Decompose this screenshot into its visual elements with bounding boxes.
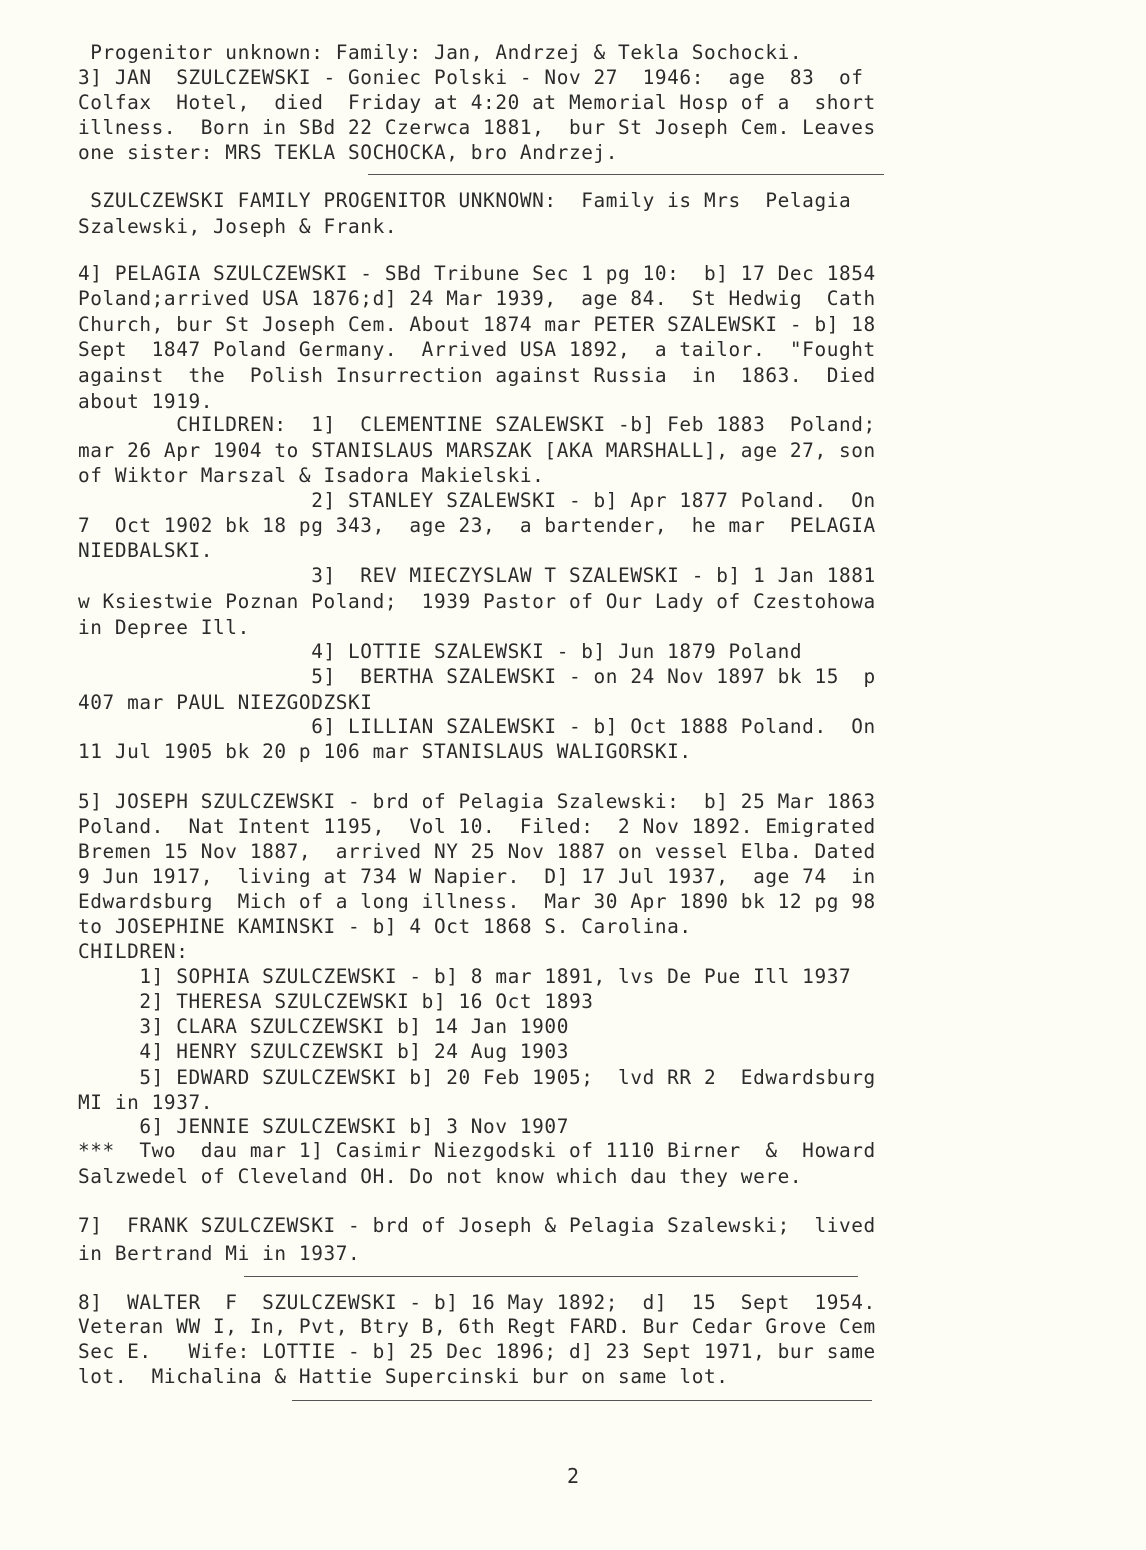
text-line: lot. Michalina & Hattie Supercinski bur on same lot.	[78, 1365, 729, 1388]
text-line: illness. Born in SBd 22 Czerwca 1881, bur St Joseph Cem. Leaves	[78, 116, 876, 139]
section-divider	[368, 174, 884, 175]
text-line: 3] CLARA SZULCZEWSKI b] 14 Jan 1900	[78, 1015, 569, 1038]
text-line: 3] JAN SZULCZEWSKI - Goniec Polski - Nov 27 1946: age 83 of	[78, 66, 864, 89]
text-line: Bremen 15 Nov 1887, arrived NY 25 Nov 1887 on vessel Elba. Dated	[78, 840, 876, 863]
text-line: 4] LOTTIE SZALEWSKI - b] Jun 1879 Poland	[78, 640, 803, 663]
text-line: of Wiktor Marszal & Isadora Makielski.	[78, 464, 545, 487]
text-line: Poland. Nat Intent 1195, Vol 10. Filed: 2 Nov 1892. Emigrated	[78, 815, 876, 838]
text-line: 4] PELAGIA SZULCZEWSKI - SBd Tribune Sec 1 pg 10: b] 17 Dec 1854	[78, 262, 876, 285]
text-line: one sister: MRS TEKLA SOCHOCKA, bro Andrzej.	[78, 141, 619, 164]
page-number: 2	[566, 1464, 580, 1488]
text-line: CHILDREN: 1] CLEMENTINE SZALEWSKI -b] Feb 1883 Poland;	[78, 413, 876, 436]
text-line: Sec E. Wife: LOTTIE - b] 25 Dec 1896; d] 23 Sept 1971, bur same	[78, 1340, 876, 1363]
text-line: Sept 1847 Poland Germany. Arrived USA 1892, a tailor. "Fought	[78, 338, 876, 361]
text-line: CHILDREN:	[78, 940, 189, 963]
text-line: 11 Jul 1905 bk 20 p 106 mar STANISLAUS WALIGORSKI.	[78, 740, 692, 763]
text-line: about 1919.	[78, 390, 214, 413]
text-line: Poland;arrived USA 1876;d] 24 Mar 1939, age 84. St Hedwig Cath	[78, 287, 876, 310]
text-line: 5] EDWARD SZULCZEWSKI b] 20 Feb 1905; lvd RR 2 Edwardsburg	[78, 1066, 876, 1089]
text-line: 4] HENRY SZULCZEWSKI b] 24 Aug 1903	[78, 1040, 569, 1063]
section-divider	[292, 1400, 872, 1401]
text-line: MI in 1937.	[78, 1091, 214, 1114]
text-line: 407 mar PAUL NIEZGODZSKI	[78, 691, 373, 714]
text-line: 6] LILLIAN SZALEWSKI - b] Oct 1888 Poland. On	[78, 715, 876, 738]
text-line: 9 Jun 1917, living at 734 W Napier. D] 17 Jul 1937, age 74 in	[78, 865, 876, 888]
text-line: Szalewski, Joseph & Frank.	[78, 215, 398, 238]
text-line: w Ksiestwie Poznan Poland; 1939 Pastor of Our Lady of Czestohowa	[78, 590, 876, 613]
text-line: 5] BERTHA SZALEWSKI - on 24 Nov 1897 bk 15 p	[78, 665, 876, 688]
text-line: 5] JOSEPH SZULCZEWSKI - brd of Pelagia Szalewski: b] 25 Mar 1863	[78, 790, 876, 813]
text-line: to JOSEPHINE KAMINSKI - b] 4 Oct 1868 S. Carolina.	[78, 915, 692, 938]
text-line: Edwardsburg Mich of a long illness. Mar 30 Apr 1890 bk 12 pg 98	[78, 890, 876, 913]
text-line: in Bertrand Mi in 1937.	[78, 1242, 361, 1265]
text-line: Colfax Hotel, died Friday at 4:20 at Memorial Hosp of a short	[78, 91, 876, 114]
text-line: Veteran WW I, In, Pvt, Btry B, 6th Regt FARD. Bur Cedar Grove Cem	[78, 1315, 876, 1338]
text-line: NIEDBALSKI.	[78, 539, 214, 562]
text-line: against the Polish Insurrection against Russia in 1863. Died	[78, 364, 876, 387]
text-line: 2] STANLEY SZALEWSKI - b] Apr 1877 Poland. On	[78, 489, 876, 512]
text-line: 2] THERESA SZULCZEWSKI b] 16 Oct 1893	[78, 990, 594, 1013]
text-line: 8] WALTER F SZULCZEWSKI - b] 16 May 1892; d] 15 Sept 1954.	[78, 1291, 876, 1314]
text-line: SZULCZEWSKI FAMILY PROGENITOR UNKNOWN: Family is Mrs Pelagia	[78, 189, 852, 212]
text-line: 7 Oct 1902 bk 18 pg 343, age 23, a bartender, he mar PELAGIA	[78, 514, 876, 537]
text-line: Church, bur St Joseph Cem. About 1874 mar PETER SZALEWSKI - b] 18	[78, 313, 876, 336]
text-line: *** Two dau mar 1] Casimir Niezgodski of 1110 Birner & Howard	[78, 1139, 876, 1162]
text-line: Progenitor unknown: Family: Jan, Andrzej & Tekla Sochocki.	[78, 41, 803, 64]
text-line: 7] FRANK SZULCZEWSKI - brd of Joseph & Pelagia Szalewski; lived	[78, 1214, 876, 1237]
text-line: 3] REV MIECZYSLAW T SZALEWSKI - b] 1 Jan 1881	[78, 564, 876, 587]
text-line: 1] SOPHIA SZULCZEWSKI - b] 8 mar 1891, lvs De Pue Ill 1937	[78, 965, 852, 988]
section-divider	[244, 1276, 858, 1277]
text-line: mar 26 Apr 1904 to STANISLAUS MARSZAK [AKA MARSHALL], age 27, son	[78, 439, 876, 462]
text-line: Salzwedel of Cleveland OH. Do not know which dau they were.	[78, 1165, 803, 1188]
text-line: in Depree Ill.	[78, 616, 250, 639]
text-line: 6] JENNIE SZULCZEWSKI b] 3 Nov 1907	[78, 1115, 569, 1138]
